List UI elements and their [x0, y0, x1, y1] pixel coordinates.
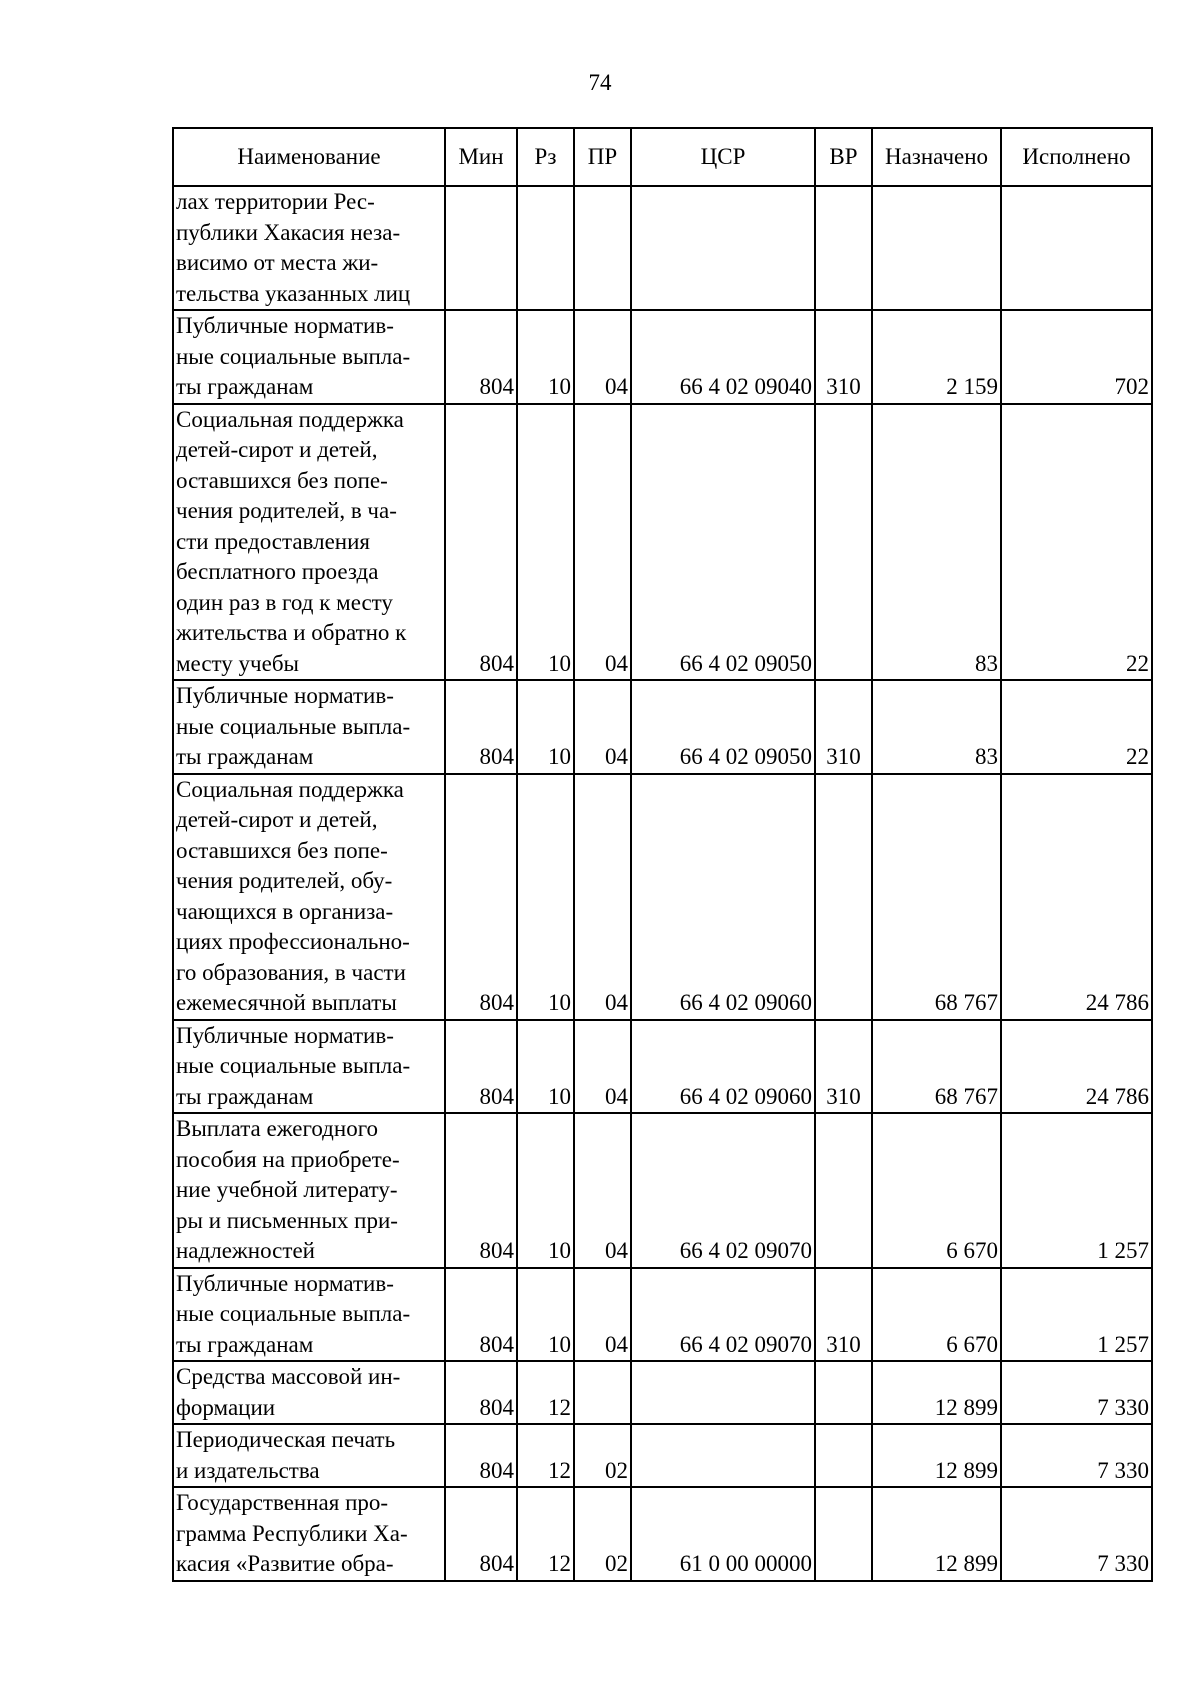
cell-assigned: 6 670 — [872, 1113, 1001, 1268]
cell-csr: 61 0 00 00000 — [631, 1487, 815, 1581]
cell-vr — [815, 1487, 872, 1581]
column-header-pr: ПР — [574, 128, 631, 186]
cell-pr: 04 — [574, 310, 631, 404]
cell-pr — [574, 1361, 631, 1424]
cell-csr — [631, 1361, 815, 1424]
table-row — [173, 1113, 1152, 1268]
cell-executed: 7 330 — [1001, 1424, 1152, 1487]
cell-min: 804 — [445, 774, 517, 1020]
cell-pr: 04 — [574, 404, 631, 681]
cell-csr — [631, 1424, 815, 1487]
table-row — [173, 680, 1152, 774]
cell-vr: 310 — [815, 680, 872, 774]
cell-min: 804 — [445, 310, 517, 404]
cell-min: 804 — [445, 1113, 517, 1268]
table-row — [173, 310, 1152, 404]
cell-min: 804 — [445, 1424, 517, 1487]
cell-rz: 10 — [517, 1268, 574, 1362]
cell-assigned: 83 — [872, 404, 1001, 681]
cell-name: Средства массовой ин- формации — [173, 1361, 445, 1424]
cell-pr: 04 — [574, 680, 631, 774]
column-header-csr: ЦСР — [631, 128, 815, 186]
cell-assigned: 6 670 — [872, 1268, 1001, 1362]
cell-executed: 22 — [1001, 404, 1152, 681]
cell-csr: 66 4 02 09040 — [631, 310, 815, 404]
cell-csr: 66 4 02 09070 — [631, 1268, 815, 1362]
cell-vr: 310 — [815, 310, 872, 404]
table-row — [173, 1020, 1152, 1114]
cell-rz: 10 — [517, 774, 574, 1020]
cell-executed: 22 — [1001, 680, 1152, 774]
table-row — [173, 1361, 1152, 1424]
cell-assigned: 68 767 — [872, 1020, 1001, 1114]
table-row — [173, 1268, 1152, 1362]
cell-pr: 04 — [574, 1268, 631, 1362]
cell-assigned: 12 899 — [872, 1487, 1001, 1581]
cell-executed: 7 330 — [1001, 1361, 1152, 1424]
cell-name: Публичные норматив- ные социальные выпла- ты гражданам — [173, 1268, 445, 1362]
cell-rz: 10 — [517, 1020, 574, 1114]
header-row — [173, 128, 1152, 186]
cell-min: 804 — [445, 680, 517, 774]
cell-executed: 7 330 — [1001, 1487, 1152, 1581]
table-row — [173, 774, 1152, 1020]
cell-vr — [815, 1424, 872, 1487]
cell-name: Публичные норматив- ные социальные выпла- ты гражданам — [173, 1020, 445, 1114]
cell-min: 804 — [445, 1361, 517, 1424]
cell-csr: 66 4 02 09060 — [631, 1020, 815, 1114]
cell-assigned: 12 899 — [872, 1361, 1001, 1424]
cell-rz: 12 — [517, 1424, 574, 1487]
cell-name: Публичные норматив- ные социальные выпла- ты гражданам — [173, 310, 445, 404]
cell-rz: 10 — [517, 404, 574, 681]
cell-csr: 66 4 02 09060 — [631, 774, 815, 1020]
cell-assigned: 68 767 — [872, 774, 1001, 1020]
column-header-rz: Рз — [517, 128, 574, 186]
cell-vr — [815, 1113, 872, 1268]
cell-name: Публичные норматив- ные социальные выпла- ты гражданам — [173, 680, 445, 774]
cell-vr — [815, 1361, 872, 1424]
cell-vr: 310 — [815, 1020, 872, 1114]
cell-name: Социальная поддержка детей-сирот и детей, оставшихся без попе- чения родителей, в ча- сти предоставления бесплатного проезда один раз в год к месту жительства и обратно к месту учебы — [173, 404, 445, 681]
table-row — [173, 1424, 1152, 1487]
cell-assigned: 83 — [872, 680, 1001, 774]
cell-name: Государственная про- грамма Республики Ха- касия «Развитие обра- — [173, 1487, 445, 1581]
cell-name: лах территории Рес- публики Хакасия неза- висимо от места жи- тельства указанных лиц — [173, 186, 445, 310]
budget-table — [172, 127, 1153, 1582]
cell-rz: 10 — [517, 310, 574, 404]
cell-executed: 1 257 — [1001, 1268, 1152, 1362]
table-row — [173, 186, 1152, 310]
cell-vr — [815, 404, 872, 681]
cell-pr: 04 — [574, 1020, 631, 1114]
cell-min: 804 — [445, 1268, 517, 1362]
page-number: 74 — [588, 70, 612, 95]
cell-csr: 66 4 02 09050 — [631, 404, 815, 681]
cell-pr: 02 — [574, 1487, 631, 1581]
cell-rz: 10 — [517, 1113, 574, 1268]
cell-name: Выплата ежегодного пособия на приобрете- ние учебной литерату- ры и письменных при- надлежностей — [173, 1113, 445, 1268]
cell-rz — [517, 186, 574, 310]
cell-csr: 66 4 02 09070 — [631, 1113, 815, 1268]
cell-rz: 12 — [517, 1361, 574, 1424]
column-header-name: Наименование — [173, 128, 445, 186]
cell-pr: 04 — [574, 1113, 631, 1268]
cell-vr — [815, 186, 872, 310]
cell-min — [445, 186, 517, 310]
cell-vr: 310 — [815, 1268, 872, 1362]
cell-rz: 12 — [517, 1487, 574, 1581]
cell-csr: 66 4 02 09050 — [631, 680, 815, 774]
cell-executed: 702 — [1001, 310, 1152, 404]
cell-pr — [574, 186, 631, 310]
cell-csr — [631, 186, 815, 310]
cell-executed — [1001, 186, 1152, 310]
table-row — [173, 1487, 1152, 1581]
column-header-vr: ВР — [815, 128, 872, 186]
table-body — [173, 186, 1152, 1581]
table-row — [173, 404, 1152, 681]
column-header-executed: Исполнено — [1001, 128, 1152, 186]
cell-assigned: 12 899 — [872, 1424, 1001, 1487]
cell-min: 804 — [445, 1020, 517, 1114]
cell-pr: 04 — [574, 774, 631, 1020]
cell-name: Социальная поддержка детей-сирот и детей, оставшихся без попе- чения родителей, обу- чающихся в организа- циях профессионально- го образования, в части ежемесячной выплаты — [173, 774, 445, 1020]
column-header-min: Мин — [445, 128, 517, 186]
column-header-assigned: Назначено — [872, 128, 1001, 186]
cell-executed: 24 786 — [1001, 1020, 1152, 1114]
cell-executed: 1 257 — [1001, 1113, 1152, 1268]
cell-assigned: 2 159 — [872, 310, 1001, 404]
cell-rz: 10 — [517, 680, 574, 774]
cell-pr: 02 — [574, 1424, 631, 1487]
cell-name: Периодическая печать и издательства — [173, 1424, 445, 1487]
cell-assigned — [872, 186, 1001, 310]
cell-executed: 24 786 — [1001, 774, 1152, 1020]
cell-vr — [815, 774, 872, 1020]
cell-min: 804 — [445, 404, 517, 681]
cell-min: 804 — [445, 1487, 517, 1581]
